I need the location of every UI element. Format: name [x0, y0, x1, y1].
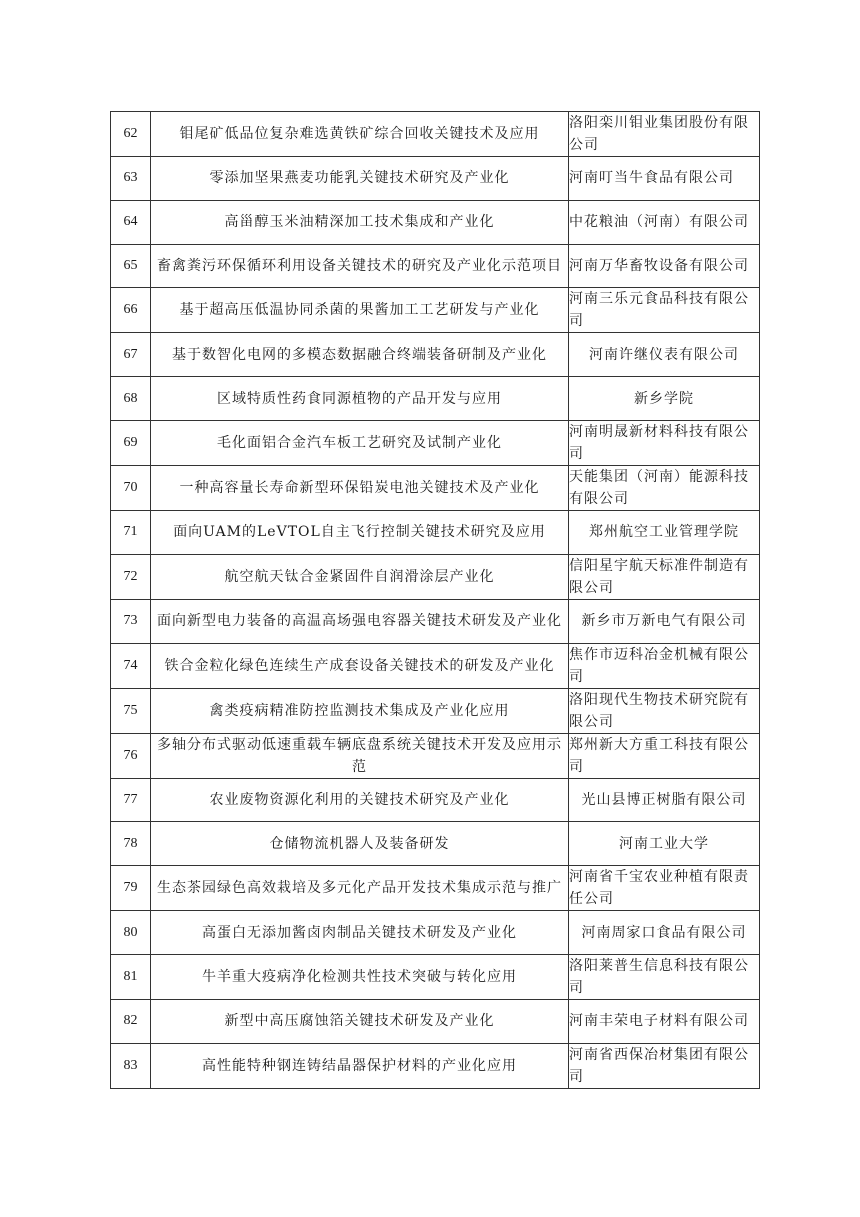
row-number: 69 — [111, 420, 151, 465]
table-row — [111, 510, 760, 554]
project-name: 基于数智化电网的多模态数据融合终端装备研制及产业化 — [151, 333, 569, 377]
table-row — [111, 420, 760, 465]
row-number: 80 — [111, 911, 151, 955]
row-number: 63 — [111, 157, 151, 201]
table-row — [111, 465, 760, 510]
organization-name: 信阳星宇航天标准件制造有限公司 — [569, 554, 760, 599]
project-name: 面向UAM的LeVTOL自主飞行控制关键技术研究及应用 — [151, 510, 569, 554]
organization-name: 光山县博正树脂有限公司 — [569, 778, 760, 822]
project-name: 禽类疫病精准防控监测技术集成及产业化应用 — [151, 688, 569, 733]
project-name: 区域特质性药食同源植物的产品开发与应用 — [151, 377, 569, 421]
table-body — [111, 112, 760, 1089]
table-row — [111, 954, 760, 999]
project-name: 航空航天钛合金紧固件自润滑涂层产业化 — [151, 554, 569, 599]
organization-name: 郑州新大方重工科技有限公司 — [569, 733, 760, 778]
row-number: 73 — [111, 599, 151, 643]
project-name: 高性能特种钢连铸结晶器保护材料的产业化应用 — [151, 1043, 569, 1088]
table-row — [111, 733, 760, 778]
organization-name: 中花粮油（河南）有限公司 — [569, 200, 760, 244]
row-number: 77 — [111, 778, 151, 822]
table-row — [111, 333, 760, 377]
organization-name: 焦作市迈科冶金机械有限公司 — [569, 643, 760, 688]
row-number: 64 — [111, 200, 151, 244]
project-name: 钼尾矿低品位复杂难选黄铁矿综合回收关键技术及应用 — [151, 112, 569, 157]
project-name: 仓储物流机器人及装备研发 — [151, 822, 569, 866]
table-row — [111, 688, 760, 733]
organization-name: 郑州航空工业管理学院 — [569, 510, 760, 554]
table-row — [111, 778, 760, 822]
table-row — [111, 157, 760, 201]
project-name: 生态茶园绿色高效栽培及多元化产品开发技术集成示范与推广 — [151, 866, 569, 911]
project-name: 新型中高压腐蚀箔关键技术研发及产业化 — [151, 999, 569, 1043]
row-number: 81 — [111, 954, 151, 999]
row-number: 70 — [111, 465, 151, 510]
row-number: 62 — [111, 112, 151, 157]
table-row — [111, 200, 760, 244]
organization-name: 河南三乐元食品科技有限公司 — [569, 288, 760, 333]
table-row — [111, 288, 760, 333]
row-number: 76 — [111, 733, 151, 778]
project-name: 畜禽粪污环保循环利用设备关键技术的研究及产业化示范项目 — [151, 244, 569, 288]
row-number: 68 — [111, 377, 151, 421]
row-number: 83 — [111, 1043, 151, 1088]
project-name: 面向新型电力装备的高温高场强电容器关键技术研发及产业化 — [151, 599, 569, 643]
organization-name: 洛阳莱普生信息科技有限公司 — [569, 954, 760, 999]
row-number: 72 — [111, 554, 151, 599]
row-number: 75 — [111, 688, 151, 733]
project-name: 零添加坚果燕麦功能乳关键技术研究及产业化 — [151, 157, 569, 201]
project-table — [110, 111, 760, 1089]
row-number: 74 — [111, 643, 151, 688]
table-row — [111, 643, 760, 688]
organization-name: 洛阳现代生物技术研究院有限公司 — [569, 688, 760, 733]
organization-name: 新乡学院 — [569, 377, 760, 421]
project-name: 基于超高压低温协同杀菌的果酱加工工艺研发与产业化 — [151, 288, 569, 333]
organization-name: 河南丰荣电子材料有限公司 — [569, 999, 760, 1043]
table-row — [111, 599, 760, 643]
project-name: 牛羊重大疫病净化检测共性技术突破与转化应用 — [151, 954, 569, 999]
table-row — [111, 554, 760, 599]
row-number: 66 — [111, 288, 151, 333]
organization-name: 河南周家口食品有限公司 — [569, 911, 760, 955]
table-row — [111, 244, 760, 288]
organization-name: 河南许继仪表有限公司 — [569, 333, 760, 377]
project-name: 高蛋白无添加酱卤肉制品关键技术研发及产业化 — [151, 911, 569, 955]
organization-name: 河南万华畜牧设备有限公司 — [569, 244, 760, 288]
row-number: 65 — [111, 244, 151, 288]
organization-name: 洛阳栾川钼业集团股份有限公司 — [569, 112, 760, 157]
table-row — [111, 999, 760, 1043]
project-name: 农业废物资源化利用的关键技术研究及产业化 — [151, 778, 569, 822]
row-number: 82 — [111, 999, 151, 1043]
organization-name: 河南工业大学 — [569, 822, 760, 866]
table-row — [111, 822, 760, 866]
table-row — [111, 112, 760, 157]
table-row — [111, 866, 760, 911]
organization-name: 新乡市万新电气有限公司 — [569, 599, 760, 643]
project-name: 一种高容量长寿命新型环保铅炭电池关键技术及产业化 — [151, 465, 569, 510]
table-row — [111, 377, 760, 421]
organization-name: 河南省西保冶材集团有限公司 — [569, 1043, 760, 1088]
table-row — [111, 911, 760, 955]
project-name: 铁合金粒化绿色连续生产成套设备关键技术的研发及产业化 — [151, 643, 569, 688]
organization-name: 河南省千宝农业种植有限责任公司 — [569, 866, 760, 911]
organization-name: 天能集团（河南）能源科技有限公司 — [569, 465, 760, 510]
row-number: 79 — [111, 866, 151, 911]
row-number: 78 — [111, 822, 151, 866]
project-name: 毛化面铝合金汽车板工艺研究及试制产业化 — [151, 420, 569, 465]
project-name: 多轴分布式驱动低速重载车辆底盘系统关键技术开发及应用示范 — [151, 733, 569, 778]
row-number: 71 — [111, 510, 151, 554]
table-row — [111, 1043, 760, 1088]
row-number: 67 — [111, 333, 151, 377]
organization-name: 河南叮当牛食品有限公司 — [569, 157, 760, 201]
project-name: 高甾醇玉米油精深加工技术集成和产业化 — [151, 200, 569, 244]
organization-name: 河南明晟新材料科技有限公司 — [569, 420, 760, 465]
